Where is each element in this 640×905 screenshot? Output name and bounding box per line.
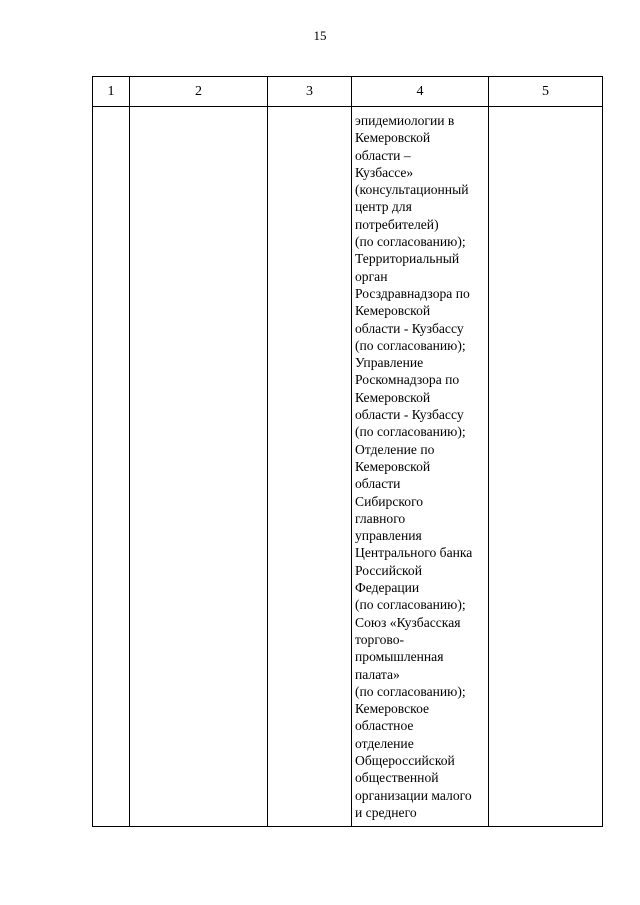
- text-line: (по согласованию);: [355, 683, 466, 699]
- text-line: области - Кузбассу: [355, 407, 464, 423]
- text-line: и среднего: [355, 804, 417, 820]
- cell-col-1: [93, 107, 130, 827]
- text-line: (консультационный: [355, 182, 469, 198]
- text-line: Сибирского: [355, 493, 424, 509]
- text-line: главного: [355, 510, 406, 526]
- text-line: Роскомнадзора по: [355, 372, 460, 388]
- text-line: Кемеровской: [355, 389, 431, 405]
- text-line: орган: [355, 268, 388, 284]
- document-table: [92, 76, 603, 827]
- text-line: Кузбассе»: [355, 164, 414, 180]
- table-header-row: [93, 77, 603, 107]
- text-line: отделение: [355, 735, 414, 751]
- text-line: (по согласованию);: [355, 424, 466, 440]
- text-line: палата»: [355, 666, 400, 682]
- text-line: торгово-: [355, 631, 405, 647]
- cell-col-5: [489, 107, 603, 827]
- text-line: (по согласованию);: [355, 597, 466, 613]
- text-line: Общероссийской: [355, 752, 455, 768]
- column-header-3: 3: [268, 77, 352, 107]
- text-line: эпидемиологии в: [355, 113, 455, 128]
- column-header-4: 4: [352, 77, 489, 107]
- text-line: (по согласованию);: [355, 337, 466, 353]
- cell-col-4: [352, 107, 489, 827]
- text-line: управления: [355, 528, 422, 544]
- text-line: Кемеровской: [355, 130, 431, 146]
- text-line: (по согласованию);: [355, 234, 466, 250]
- text-line: Росздравнадзора по: [355, 285, 470, 301]
- text-line: организации малого: [355, 787, 472, 803]
- column-header-2: 2: [130, 77, 268, 107]
- text-line: Кемеровской: [355, 458, 431, 474]
- column-header-5: 5: [489, 77, 603, 107]
- text-line: Управление: [355, 355, 424, 371]
- text-line: Федерации: [355, 580, 420, 596]
- text-line: центр для: [355, 199, 412, 215]
- text-line: области –: [355, 147, 411, 163]
- text-line: промышленная: [355, 649, 444, 665]
- page-number: 15: [313, 28, 327, 43]
- text-line: Российской: [355, 562, 422, 578]
- text-line: Отделение по: [355, 441, 435, 457]
- text-line: Кемеровское: [355, 701, 430, 717]
- text-line: Кемеровской: [355, 303, 431, 319]
- cell-col-3: [268, 107, 352, 827]
- text-line: области: [355, 476, 401, 492]
- cell-col-2: [130, 107, 268, 827]
- table-row: [93, 107, 603, 827]
- text-line: областное: [355, 718, 414, 734]
- text-line: общественной: [355, 770, 439, 786]
- organization-list: [352, 107, 488, 821]
- text-line: Территориальный: [355, 251, 460, 267]
- text-line: Центрального банка: [355, 545, 473, 561]
- text-line: потребителей): [355, 216, 439, 232]
- text-line: Союз «Кузбасская: [355, 614, 461, 630]
- text-line: области - Кузбассу: [355, 320, 464, 336]
- column-header-1: 1: [93, 77, 130, 107]
